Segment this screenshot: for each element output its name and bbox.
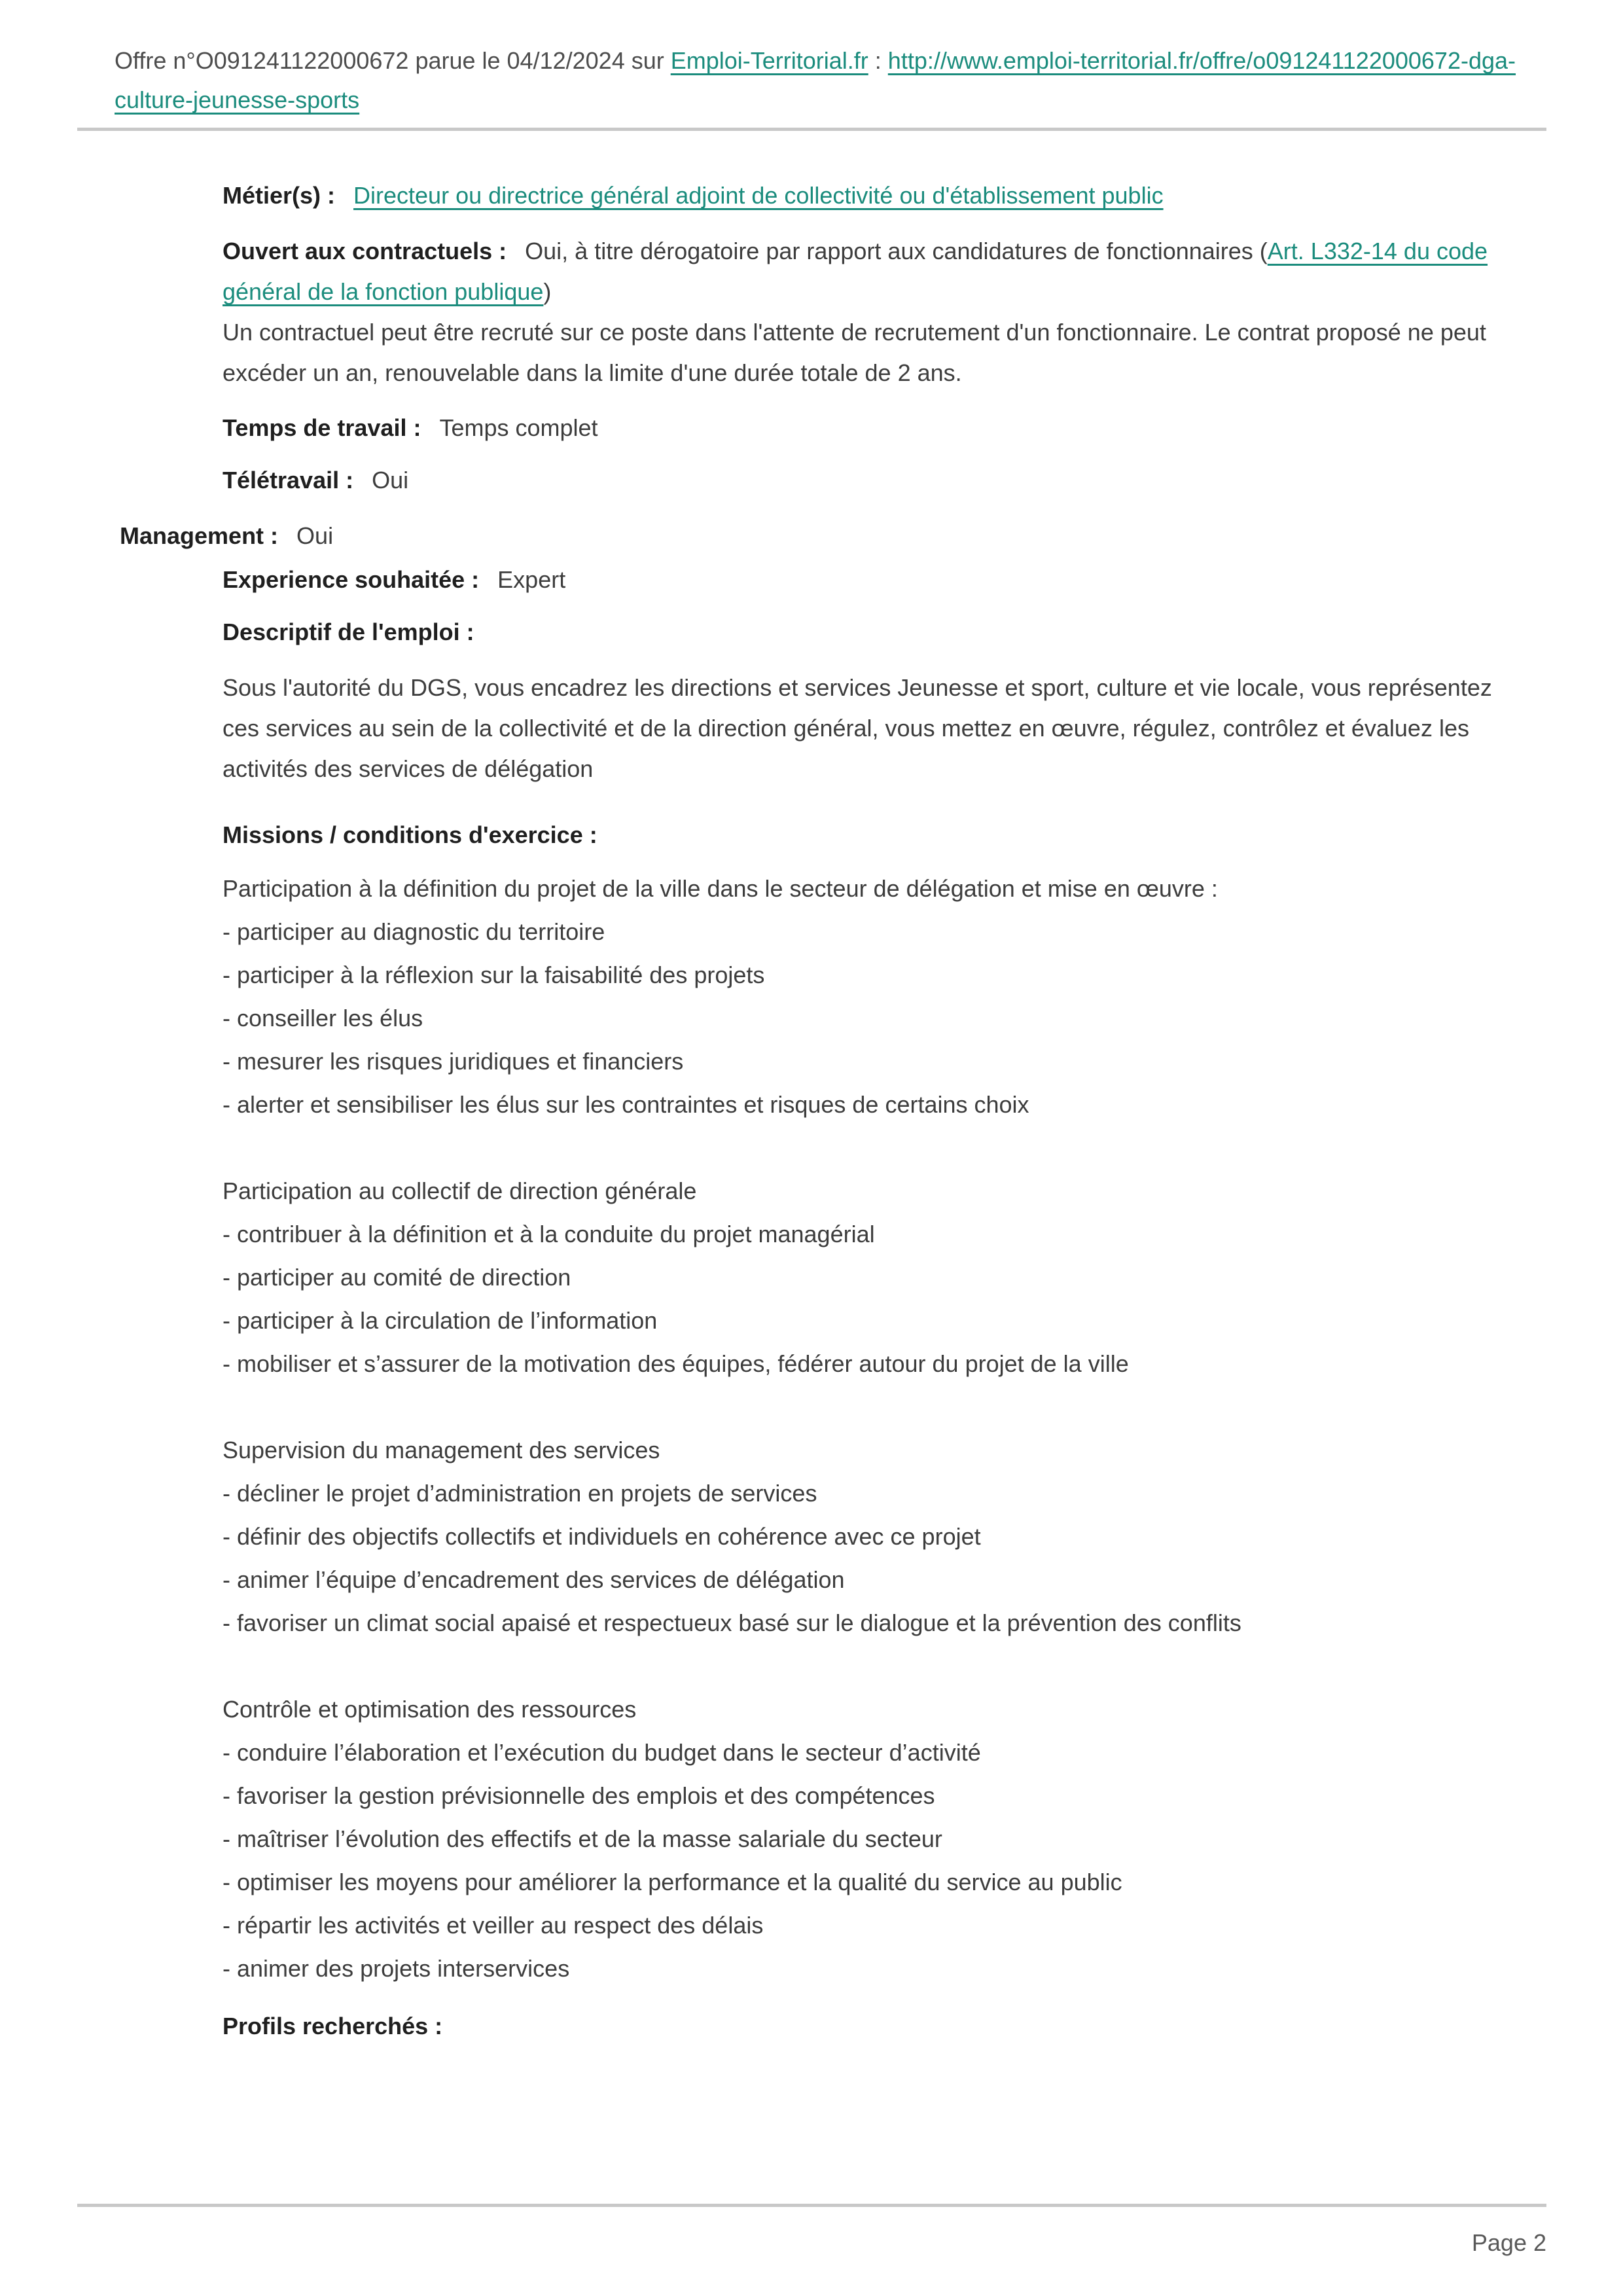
site-link[interactable]: Emploi-Territorial.fr bbox=[670, 47, 868, 74]
field-metier bbox=[223, 175, 1513, 216]
missions-list bbox=[223, 867, 1513, 1990]
mission-line: - définir des objectifs collectifs et individuels en cohérence avec ce projet bbox=[223, 1523, 981, 1550]
mission-line: - animer des projets interservices bbox=[223, 1955, 570, 1982]
mission-line: - alerter et sensibiliser les élus sur les contraintes et risques de certains choix bbox=[223, 1091, 1029, 1118]
mission-line: - favoriser la gestion prévisionnelle des emplois et des compétences bbox=[223, 1782, 935, 1809]
contractuels-label: Ouvert aux contractuels : bbox=[223, 238, 507, 264]
metier-link[interactable]: Directeur ou directrice général adjoint de collectivité ou d'établissement public bbox=[353, 182, 1164, 209]
mission-line: - répartir les activités et veiller au respect des délais bbox=[223, 1912, 764, 1939]
contractuels-note: Un contractuel peut être recruté sur ce poste dans l'attente de recrutement d'un fonctionnaire. Le contrat proposé ne peut excéder un an, renouvelable dans la limite d'une durée totale de 2 ans. bbox=[223, 319, 1486, 386]
mission-line: - participer au diagnostic du territoire bbox=[223, 918, 605, 945]
header-divider bbox=[77, 128, 1546, 131]
mission-line: - favoriser un climat social apaisé et respectueux basé sur le dialogue et la prévention des conflits bbox=[223, 1609, 1241, 1636]
field-contractuels bbox=[223, 231, 1513, 312]
offer-header bbox=[115, 41, 1564, 120]
field-temps-de-travail bbox=[223, 408, 1513, 448]
mission-line: - optimiser les moyens pour améliorer la performance et la qualité du service au public bbox=[223, 1869, 1122, 1895]
temps-value: Temps complet bbox=[439, 414, 598, 441]
experience-label: Experience souhaitée : bbox=[223, 566, 480, 593]
mission-line: Participation à la définition du projet de la ville dans le secteur de délégation et mise en œuvre : bbox=[223, 875, 1218, 902]
descriptif-paragraph: Sous l'autorité du DGS, vous encadrez les directions et services Jeunesse et sport, culture et vie locale, vous représentez ces services au sein de la collectivité et de la direction général, vous mettez en œuvre, régulez, contrôlez et évaluez les activités des services de délégation bbox=[223, 674, 1492, 782]
mission-line: - participer au comité de direction bbox=[223, 1264, 571, 1291]
mission-line: - maîtriser l’évolution des effectifs et de la masse salariale du secteur bbox=[223, 1825, 942, 1852]
header-separator: : bbox=[868, 47, 888, 74]
teletravail-value: Oui bbox=[372, 467, 409, 493]
mission-line: Supervision du management des services bbox=[223, 1437, 660, 1463]
contractuels-article-link[interactable]: Art. L332-14 du code général de la fonction publique bbox=[223, 238, 1488, 305]
management-value: Oui bbox=[296, 522, 334, 549]
page-number: Page 2 bbox=[1471, 2229, 1546, 2256]
offer-body bbox=[120, 175, 1513, 2047]
mission-line: - participer à la circulation de l’information bbox=[223, 1307, 658, 1334]
metier-label: Métier(s) : bbox=[223, 182, 336, 209]
field-teletravail bbox=[223, 460, 1513, 501]
field-management bbox=[120, 516, 1513, 556]
mission-line: - conseiller les élus bbox=[223, 1005, 423, 1031]
mission-line: - participer à la réflexion sur la faisabilité des projets bbox=[223, 961, 765, 988]
mission-line: - mobiliser et s’assurer de la motivation des équipes, fédérer autour du projet de la ville bbox=[223, 1350, 1129, 1377]
missions-heading: Missions / conditions d'exercice : bbox=[223, 821, 597, 848]
footer-divider bbox=[77, 2204, 1546, 2207]
mission-line: - animer l’équipe d’encadrement des services de délégation bbox=[223, 1566, 845, 1593]
mission-line: Participation au collectif de direction générale bbox=[223, 1177, 697, 1204]
field-descriptif bbox=[223, 612, 1513, 653]
contractuels-value-prefix: Oui, à titre dérogatoire par rapport aux candidatures de fonctionnaires ( bbox=[525, 238, 1268, 264]
mission-line: - contribuer à la définition et à la conduite du projet managérial bbox=[223, 1221, 875, 1247]
contractuels-value-suffix: ) bbox=[543, 278, 552, 305]
mission-line: - décliner le projet d’administration en projets de services bbox=[223, 1480, 817, 1507]
offer-url-link[interactable]: http://www.emploi-territorial.fr/offre/o091241122000672-dga-culture-jeunesse-sports bbox=[115, 47, 1516, 113]
profils-heading: Profils recherchés : bbox=[223, 2013, 443, 2039]
mission-line bbox=[223, 1126, 1513, 1170]
mission-line bbox=[223, 1386, 1513, 1429]
management-label: Management : bbox=[120, 522, 279, 549]
temps-label: Temps de travail : bbox=[223, 414, 421, 441]
teletravail-label: Télétravail : bbox=[223, 467, 354, 493]
mission-line: - conduire l’élaboration et l’exécution du budget dans le secteur d’activité bbox=[223, 1739, 981, 1766]
field-experience bbox=[223, 560, 1513, 600]
mission-line bbox=[223, 1645, 1513, 1688]
mission-line: - mesurer les risques juridiques et financiers bbox=[223, 1048, 684, 1075]
experience-value: Expert bbox=[497, 566, 566, 593]
mission-line: Contrôle et optimisation des ressources bbox=[223, 1696, 637, 1723]
offer-reference-text: Offre n°O091241122000672 parue le 04/12/2024 sur bbox=[115, 47, 671, 74]
descriptif-label: Descriptif de l'emploi : bbox=[223, 619, 474, 645]
